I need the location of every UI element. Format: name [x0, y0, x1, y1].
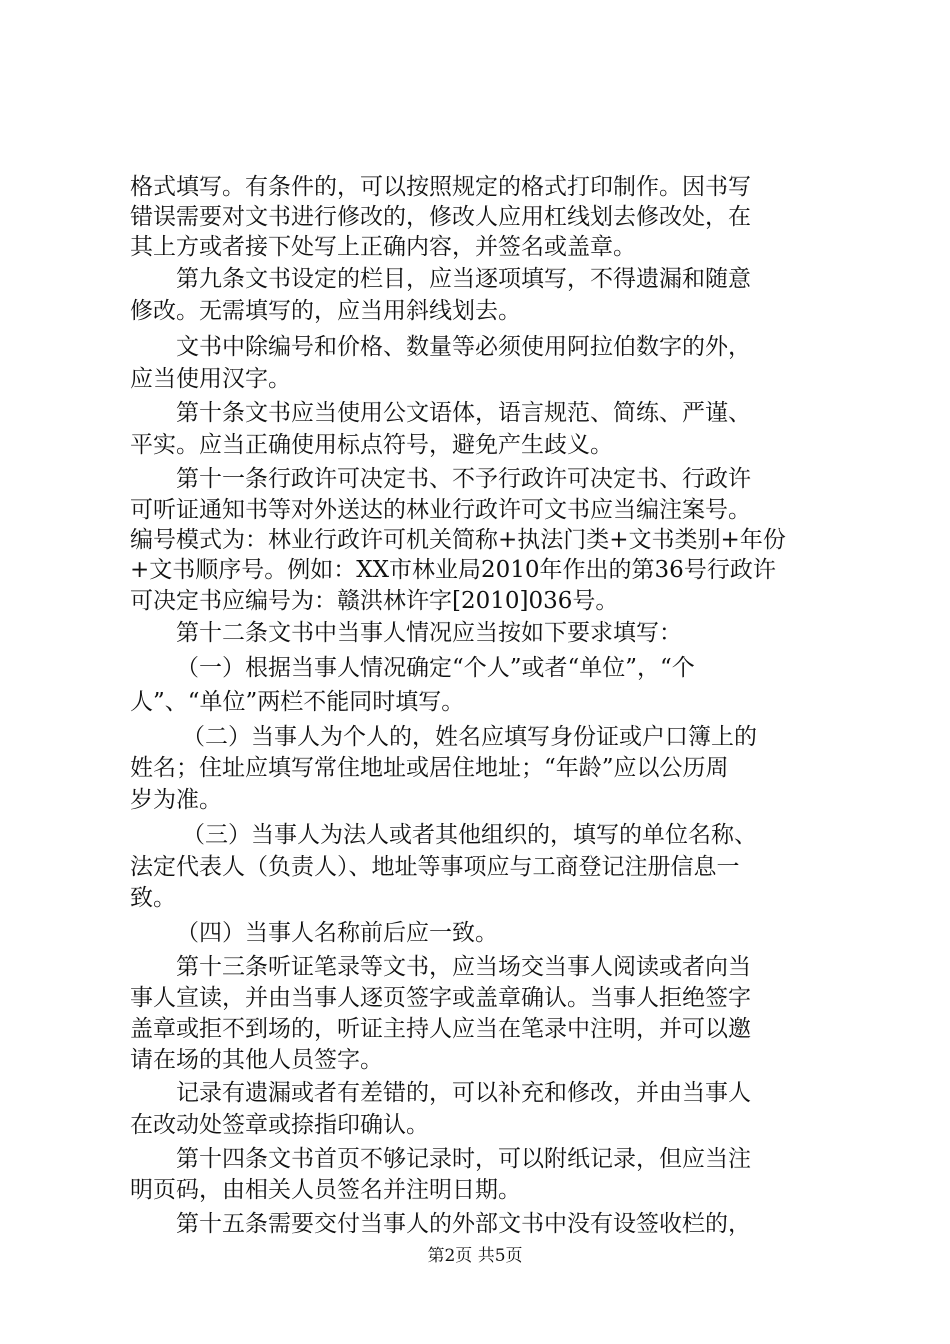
text-line: 第九条文书设定的栏目，应当逐项填写，不得遗漏和随意: [176, 266, 751, 292]
text-line: +文书顺序号。例如：XX市林业局2010年作出的第36号行政许: [130, 557, 776, 583]
text-line: 记录有遗漏或者有差错的，可以补充和修改，并由当事人: [176, 1080, 751, 1106]
text-line: 盖章或拒不到场的，听证主持人应当在笔录中注明，并可以邀: [130, 1016, 751, 1042]
text-line: 第十三条听证笔录等文书，应当场交当事人阅读或者向当: [176, 954, 751, 980]
text-line: 请在场的其他人员签字。: [130, 1047, 383, 1073]
text-line: 在改动处签章或捺指印确认。: [130, 1112, 429, 1138]
text-line: 第十二条文书中当事人情况应当按如下要求填写：: [176, 620, 682, 646]
text-line: 编号模式为：林业行政许可机关简称+执法门类+文书类别+年份: [130, 527, 786, 553]
text-line: 第十条文书应当使用公文语体，语言规范、简练、严谨、: [176, 400, 751, 426]
text-line: （三）当事人为法人或者其他组织的，填写的单位名称、: [182, 822, 757, 848]
text-line: （四）当事人名称前后应一致。: [176, 920, 498, 946]
text-line: 错误需要对文书进行修改的，修改人应用杠线划去修改处，在: [130, 204, 751, 230]
text-line: 人”、“单位”两栏不能同时填写。: [130, 689, 465, 715]
text-line: 应当使用汉字。: [130, 366, 291, 392]
text-line: 姓名；住址应填写常住地址或居住地址；“年龄”应以公历周: [130, 755, 729, 781]
text-line: 文书中除编号和价格、数量等必须使用阿拉伯数字的外，: [176, 334, 751, 360]
text-line: 事人宣读，并由当事人逐页签字或盖章确认。当事人拒绝签字: [130, 985, 751, 1011]
text-line: 可听证通知书等对外送达的林业行政许可文书应当编注案号。: [130, 497, 751, 523]
text-line: 法定代表人（负责人）、地址等事项应与工商登记注册信息一: [130, 854, 740, 880]
text-line: 格式填写。有条件的，可以按照规定的格式打印制作。因书写: [130, 174, 751, 200]
text-line: 第十四条文书首页不够记录时，可以附纸记录，但应当注: [176, 1146, 751, 1172]
text-line: 第十五条需要交付当事人的外部文书中没有设签收栏的，: [176, 1211, 751, 1237]
text-line: 其上方或者接下处写上正确内容，并签名或盖章。: [130, 234, 636, 260]
text-line: （一）根据当事人情况确定“个人”或者“单位”，“个: [176, 655, 695, 681]
text-line: （二）当事人为个人的，姓名应填写身份证或户口簿上的: [182, 724, 757, 750]
text-line: 第十一条行政许可决定书、不予行政许可决定书、行政许: [176, 466, 751, 492]
text-line: 岁为准。: [130, 787, 222, 813]
text-line: 平实。应当正确使用标点符号，避免产生歧义。: [130, 432, 613, 458]
text-line: 致。: [130, 885, 176, 911]
text-line: 明页码，由相关人员签名并注明日期。: [130, 1177, 521, 1203]
page-number-footer: 第2页 共5页: [427, 1246, 523, 1266]
text-line: 修改。无需填写的，应当用斜线划去。: [130, 298, 521, 324]
text-line: 可决定书应编号为：赣洪林许字[2010]036号。: [130, 588, 619, 614]
